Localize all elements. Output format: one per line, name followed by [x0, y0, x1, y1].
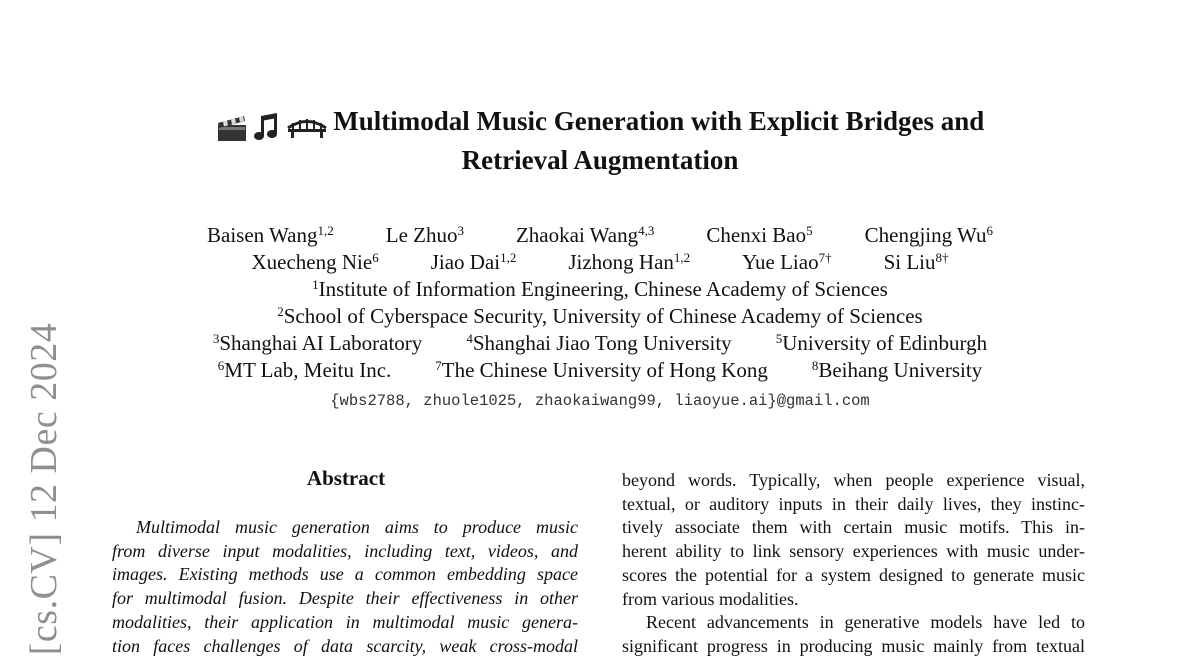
affiliation: $^1$Institute of Information Engineering, Chinese Academy of Sciences: [312, 277, 888, 301]
affiliation-row-1: [120, 276, 1080, 303]
abstract-line: tion faces challenges of data scarcity, weak cross-modal: [112, 635, 578, 656]
bridge-icon: [287, 113, 327, 143]
author-name: Yue Liao$^{7\dagger}$: [742, 250, 832, 274]
author-name: Le Zhuo$^3$: [385, 223, 464, 247]
author-emails: {wbs2788, zhuole1025, zhaokaiwang99, liaoyue.ai}@gmail.com: [330, 392, 870, 410]
body-line: from various modalities.: [622, 588, 799, 609]
affiliation: $^6$MT Lab, Meitu Inc.: [217, 358, 392, 382]
abstract-line: for multimodal fusion. Despite their effectiveness in other: [112, 588, 578, 609]
author-name: Xuecheng Nie$^6$: [251, 250, 379, 274]
body-line: scores the potential for a system designed to generate music: [622, 564, 1085, 585]
arxiv-identifier-stamp: [cs.CV] 12 Dec 2024: [23, 322, 66, 656]
author-name: Jiao Dai$^{1,2}$: [430, 250, 517, 274]
author-name: Zhaokai Wang$^{4,3}$: [515, 223, 655, 247]
title-emoji-group: [216, 108, 328, 143]
author-row-2: [120, 249, 1080, 276]
affiliation-row-3: [120, 330, 1080, 357]
title-line-1: Multimodal Music Generation with Explicit Bridges and: [333, 106, 985, 136]
abstract-line: Multimodal music generation aims to produce music: [136, 517, 578, 537]
affiliation: $^7$The Chinese University of Hong Kong: [435, 358, 768, 382]
author-name: Jizhong Han$^{1,2}$: [568, 250, 691, 274]
affiliation-row-4: [120, 357, 1080, 384]
abstract-line: modalities, their application in multimodal music genera-: [112, 611, 578, 632]
body-line: textual, or auditory inputs in their daily lives, they instinc-: [622, 493, 1085, 514]
paper-title: [150, 104, 1050, 178]
abstract-line: images. Existing methods use a common embedding space: [112, 564, 578, 585]
affiliation: $^5$University of Edinburgh: [775, 331, 988, 355]
affiliation: $^8$Beihang University: [811, 358, 983, 382]
abstract-heading: Abstract: [306, 466, 386, 490]
affiliation-row-2: [120, 303, 1080, 330]
music-note-icon: [254, 113, 280, 143]
author-name: Chenxi Bao$^5$: [706, 223, 813, 247]
body-line: Recent advancements in generative models have led to: [646, 612, 1085, 633]
body-line: beyond words. Typically, when people experience visual,: [622, 470, 1085, 490]
body-line: significant progress in producing music mainly from textual: [622, 635, 1085, 656]
affiliation: $^2$School of Cyberspace Security, University of Chinese Academy of Sciences: [277, 304, 923, 328]
author-name: Chengjing Wu$^6$: [864, 223, 993, 247]
abstract-line: from diverse input modalities, including text, videos, and: [112, 540, 578, 561]
author-name: Si Liu$^{8\dagger}$: [883, 250, 949, 274]
affiliation: $^4$Shanghai Jiao Tong University: [466, 331, 732, 355]
author-row-1: [120, 222, 1080, 249]
clapperboard-icon: [216, 113, 248, 143]
author-name: Baisen Wang$^{1,2}$: [207, 223, 334, 247]
abstract-body: [112, 516, 578, 658]
affiliation: $^3$Shanghai AI Laboratory: [212, 331, 423, 355]
introduction-body: [622, 469, 1085, 659]
author-block: [120, 222, 1080, 384]
title-line-2: Retrieval Augmentation: [461, 145, 739, 175]
body-line: herent ability to link sensory experiences with music under-: [622, 541, 1085, 562]
body-line: tively associate them with certain music motifs. This in-: [622, 517, 1085, 538]
